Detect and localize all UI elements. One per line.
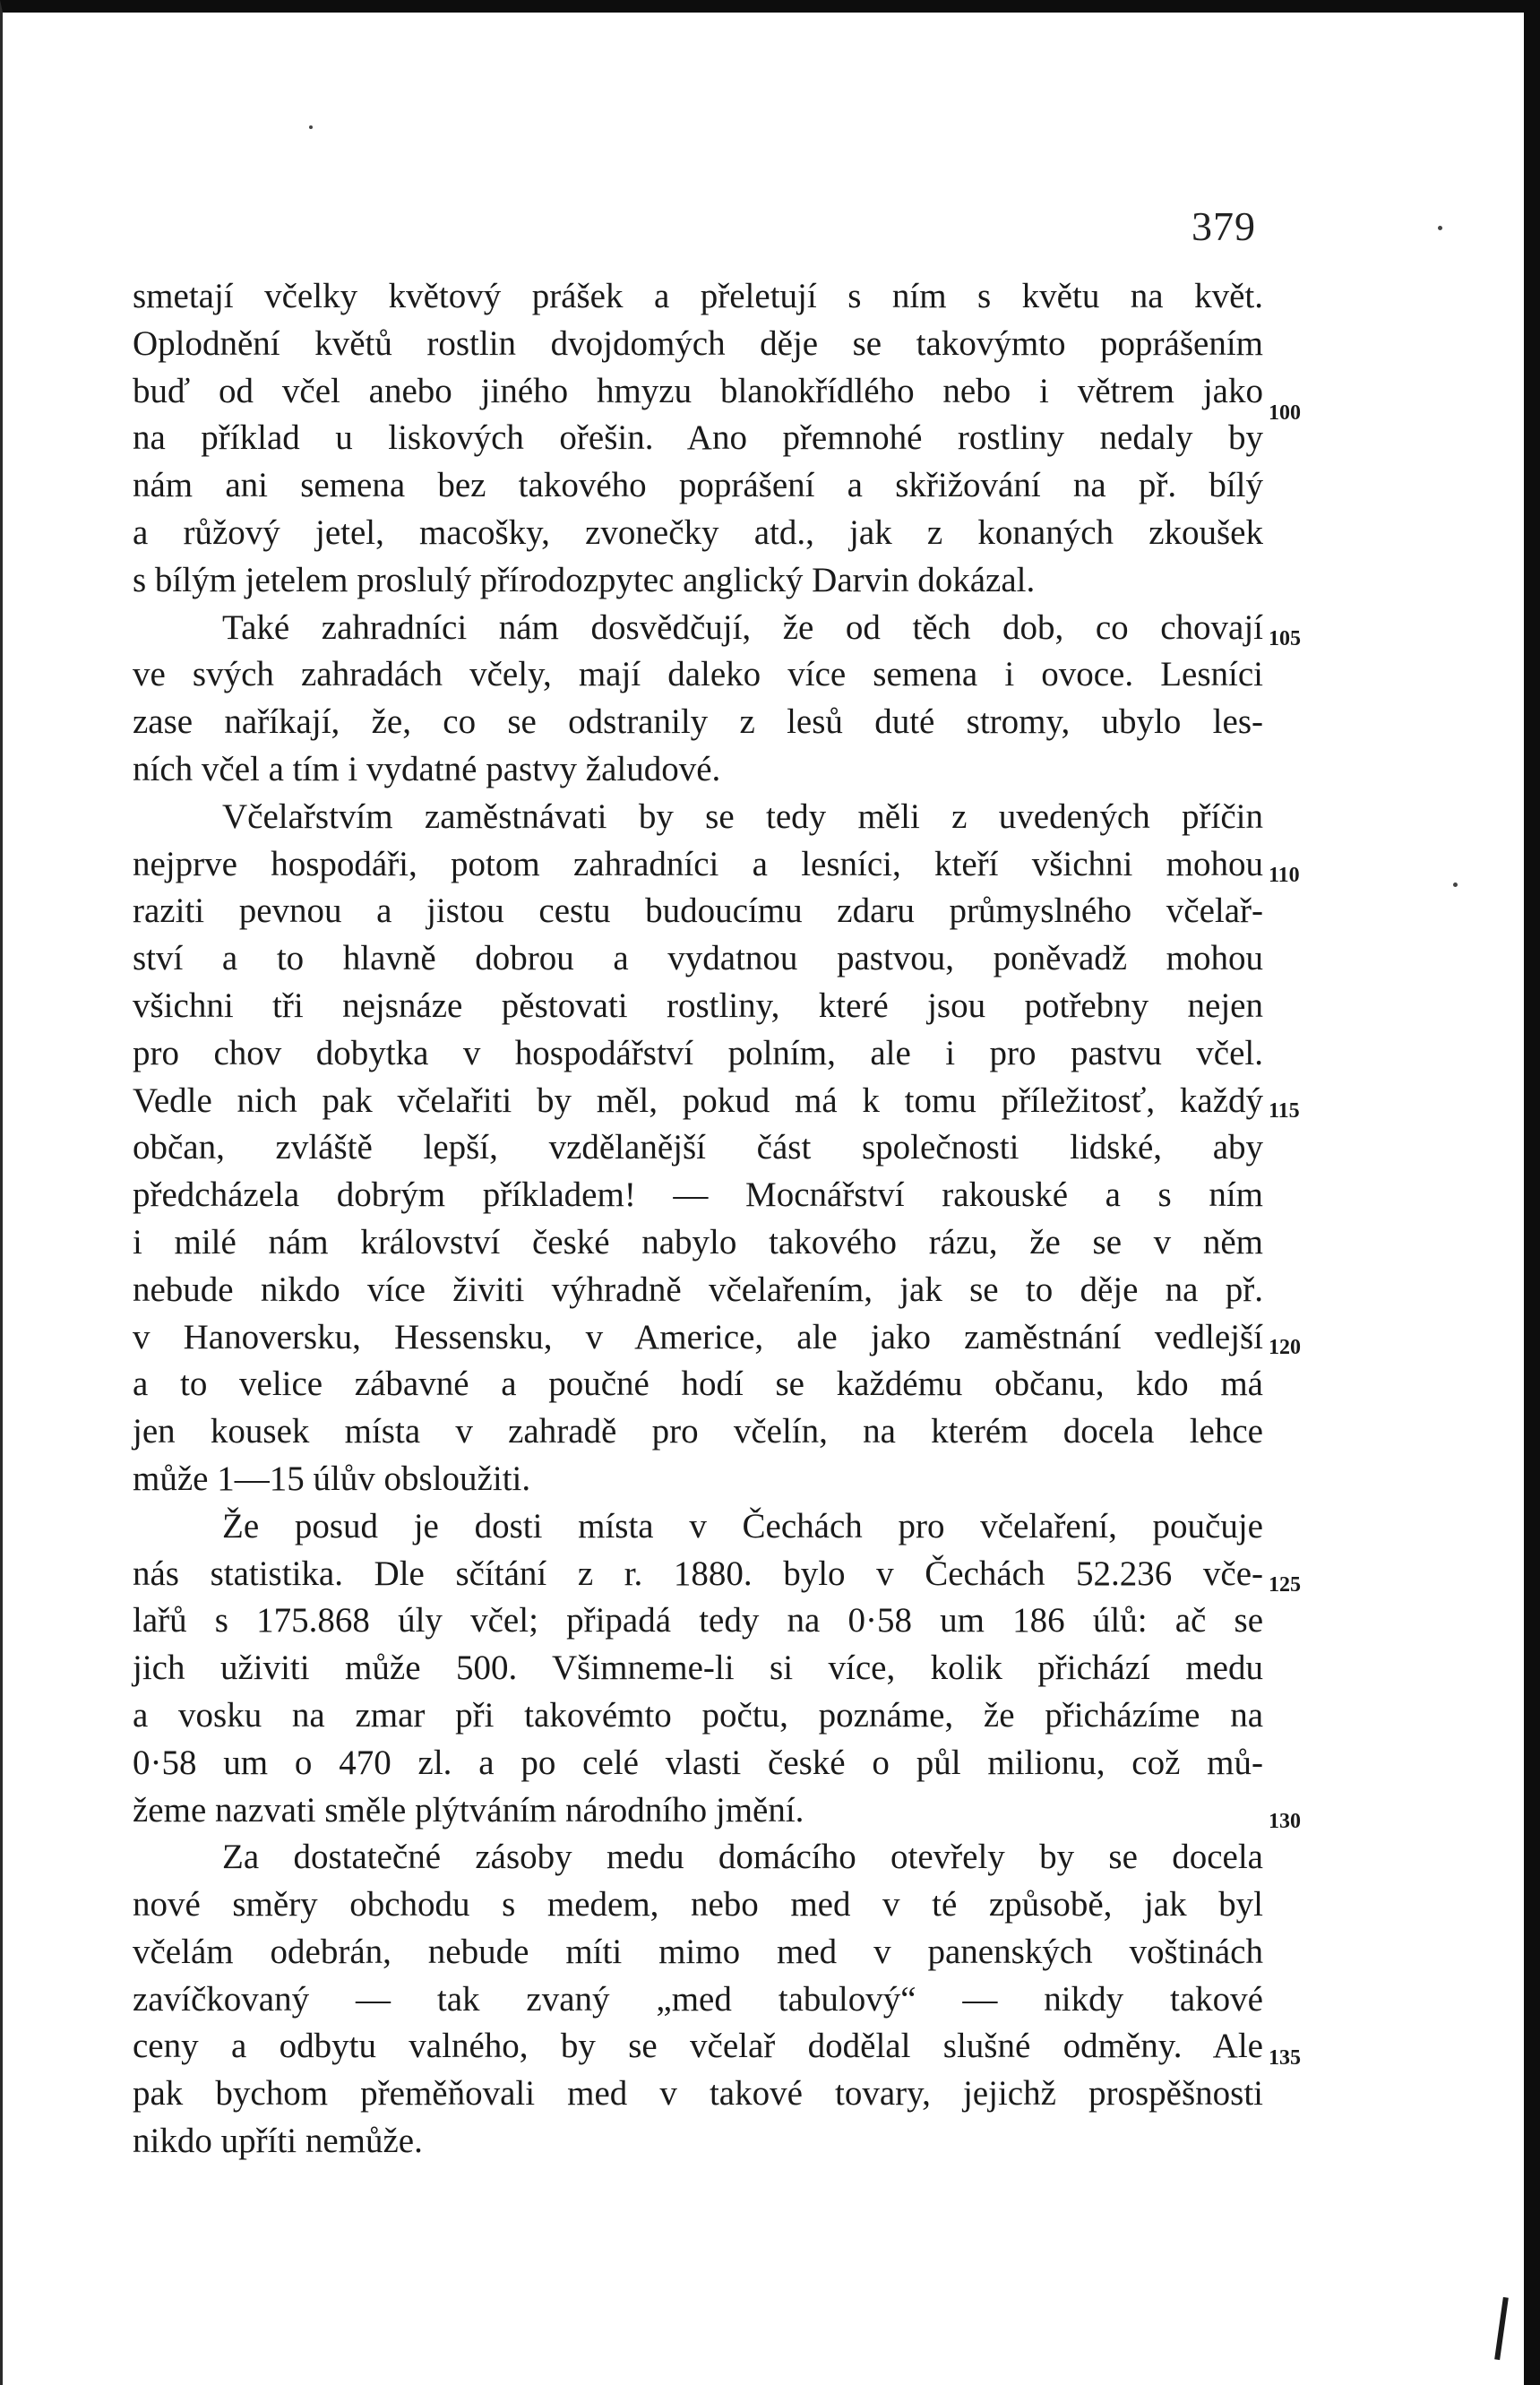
- text-line: raziti pevnou a jistou cestu budoucímu zdaru průmyslného včelař-: [133, 891, 1263, 931]
- margin-line-number: 125: [1269, 1573, 1301, 1597]
- text-line: nás statistika. Dle sčítání z r. 1880. bylo v Čechách 52.236 vče-: [133, 1554, 1263, 1593]
- text-line: a to velice zábavné a poučné hodí se každému občanu, kdo má: [133, 1365, 1263, 1404]
- text-line: všichni tři nejsnáze pěstovati rostliny, které jsou potřebny nejen: [133, 986, 1263, 1025]
- margin-line-number: 130: [1269, 1810, 1301, 1833]
- text-line: a růžový jetel, macošky, zvonečky atd., jak z konaných zkoušek: [133, 512, 1263, 552]
- text-line: pak bychom přeměňovali med v takové tovary, jejichž prospěšnosti: [133, 2074, 1263, 2114]
- text-line: předcházela dobrým příkladem! — Mocnářství rakouské a s ním: [133, 1175, 1263, 1215]
- text-line: smetají včelky květový prášek a přeletují s ním s květu na květ.: [133, 277, 1263, 315]
- text-line: ve svých zahradách včely, mají daleko více semena i ovoce. Lesníci: [133, 655, 1263, 694]
- margin-line-number: 110: [1269, 864, 1300, 887]
- text-line: na příklad u liskových ořešin. Ano přemnohé rostliny nedaly by: [133, 418, 1263, 458]
- text-line: a vosku na zmar při takovémto počtu, poznáme, že přicházíme na: [133, 1695, 1263, 1735]
- body-text: [133, 273, 1263, 2165]
- text-line: Za dostatečné zásoby medu domácího otevřely by se docela: [222, 1838, 1263, 1877]
- text-line: Také zahradníci nám dosvědčují, že od těch dob, co chovají: [222, 607, 1263, 647]
- margin-line-number: 100: [1269, 401, 1301, 425]
- page-number: 379: [1192, 203, 1256, 249]
- text-line: Včelařstvím zaměstnávati by se tedy měli z uvedených příčin: [222, 796, 1263, 836]
- margin-line-number: 120: [1269, 1336, 1301, 1359]
- text-line: zavíčkovaný — tak zvaný „med tabulový“ — nikdy takové: [133, 1979, 1263, 2019]
- margin-line-number: 135: [1269, 2046, 1301, 2070]
- text-line: v Hanoversku, Hessensku, v Americe, ale jako zaměstnání vedlejší: [133, 1317, 1263, 1356]
- text-line: ních včel a tím i vydatné pastvy žaludové.: [133, 749, 721, 788]
- text-line: může 1—15 úlův obsloužiti.: [133, 1459, 531, 1498]
- text-line: 0·58 um o 470 zl. a po celé vlasti české o půl milionu, což mů-: [133, 1743, 1263, 1782]
- text-line: ceny a odbytu valného, by se včelař dodělal slušné odměny. Ale: [133, 2027, 1263, 2066]
- text-line: nám ani semena bez takového poprášení a skřižování na př. bílý: [133, 466, 1263, 505]
- text-line: žeme nazvati směle plýtváním národního jmění.: [133, 1790, 804, 1830]
- text-line: Že posud je dosti místa v Čechách pro včelaření, poučuje: [222, 1506, 1263, 1546]
- text-line: nejprve hospodáři, potom zahradníci a lesníci, kteří všichni mohou: [133, 844, 1263, 883]
- scan-edge-mark: [1494, 2297, 1509, 2360]
- text-line: nikdo upříti nemůže.: [133, 2122, 423, 2161]
- text-line: ství a to hlavně dobrou a vydatnou pastvou, poněvadž mohou: [133, 939, 1263, 978]
- text-line: buď od včel anebo jiného hmyzu blanokřídlého nebo i větrem jako: [133, 371, 1263, 410]
- text-line: nové směry obchodu s medem, nebo med v té způsobě, jak byl: [133, 1885, 1263, 1924]
- text-line: lařů s 175.868 úly včel; připadá tedy na 0·58 um 186 úlů: ač se: [133, 1601, 1263, 1640]
- text-line: občan, zvláště lepší, vzdělanější část společnosti lidské, aby: [133, 1128, 1263, 1167]
- scan-speck: [309, 125, 313, 129]
- scan-speck: [1438, 226, 1442, 230]
- text-line: jich uživiti může 500. Všimneme-li si více, kolik přichází medu: [133, 1649, 1263, 1688]
- scan-speck: [1453, 883, 1458, 887]
- text-line: jen kousek místa v zahradě pro včelín, na kterém docela lehce: [133, 1412, 1263, 1451]
- text-line: včelám odebrán, nebude míti mimo med v panenských voštinách: [133, 1932, 1263, 1971]
- text-line: s bílým jetelem proslulý přírodozpytec anglický Darvin dokázal.: [133, 560, 1036, 599]
- text-line: pro chov dobytka v hospodářství polním, ale i pro pastvu včel.: [133, 1033, 1263, 1072]
- text-line: Oplodnění květů rostlin dvojdomých děje se takovýmto poprášením: [133, 323, 1263, 363]
- text-line: i milé nám království české nabylo takového rázu, že se v něm: [133, 1222, 1263, 1261]
- text-line: Vedle nich pak včelařiti by měl, pokud má k tomu příležitosť, každý: [133, 1081, 1263, 1120]
- text-line: nebude nikdo více živiti výhradně včelařením, jak se to děje na př.: [133, 1270, 1263, 1309]
- margin-line-number: 105: [1269, 627, 1301, 650]
- margin-line-number: 115: [1269, 1099, 1300, 1123]
- text-line: zase naříkají, že, co se odstranily z lesů duté stromy, ubylo les-: [133, 702, 1263, 742]
